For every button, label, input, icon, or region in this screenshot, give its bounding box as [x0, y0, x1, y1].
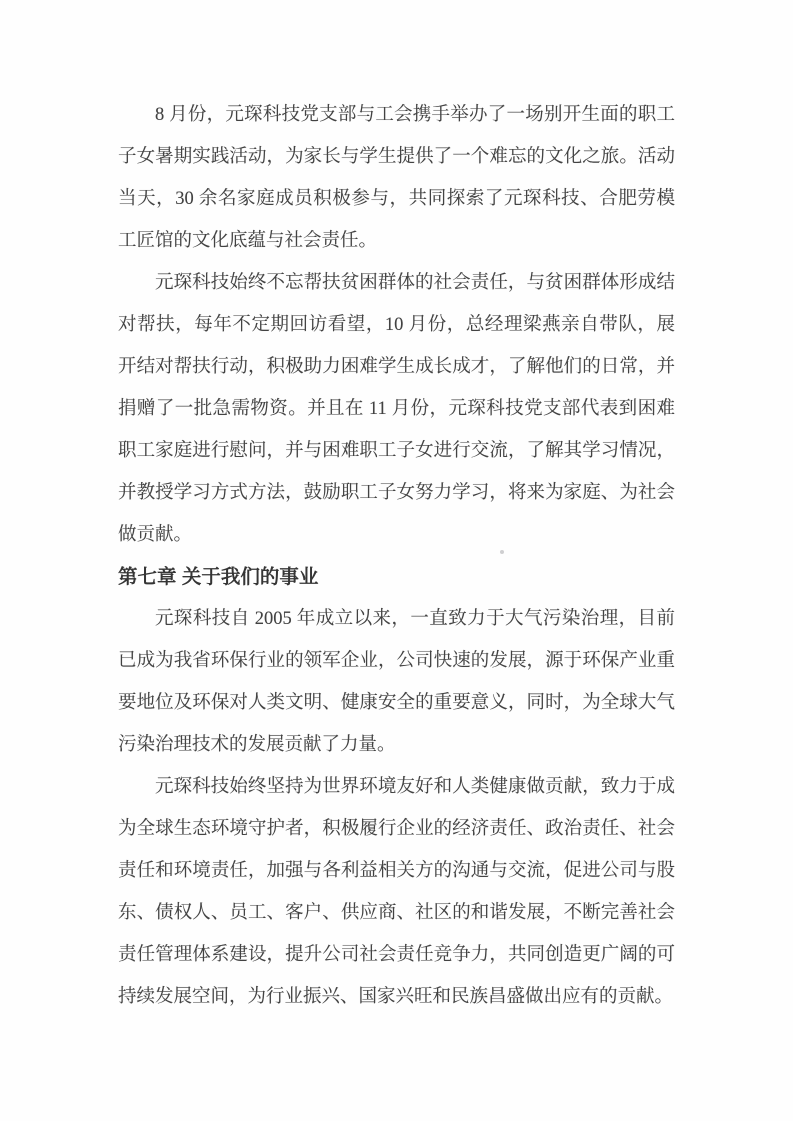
chapter-heading: 第七章 关于我们的事业: [118, 566, 319, 588]
paragraph-line: 为全球生态环境守护者，积极履行企业的经济责任、政治责任、社会: [118, 819, 675, 839]
document-body: [118, 94, 675, 1018]
paragraph-line: 已成为我省环保行业的领军企业，公司快速的发展，源于环保产业重: [118, 651, 675, 671]
scan-speck-artifact: [500, 550, 504, 554]
paragraph-line: 开结对帮扶行动，积极助力困难学生成长成才，了解他们的日常，并: [118, 357, 675, 377]
paragraph-line: 要地位及环保对人类文明、健康安全的重要意义，同时，为全球大气: [118, 693, 675, 713]
paragraph-line: 责任管理体系建设，提升公司社会责任竞争力，共同创造更广阔的可: [118, 945, 675, 965]
paragraph-line: 捐赠了一批急需物资。并且在 11 月份，元琛科技党支部代表到困难: [118, 399, 675, 419]
paragraph-line: 元琛科技自 2005 年成立以来，一直致力于大气污染治理，目前: [155, 609, 675, 629]
paragraph-line: 持续发展空间，为行业振兴、国家兴旺和民族昌盛做出应有的贡献。: [118, 987, 674, 1007]
paragraph-line: 职工家庭进行慰问，并与困难职工子女进行交流，了解其学习情况，: [118, 441, 675, 461]
paragraph-line: 并教授学习方式方法，鼓励职工子女努力学习，将来为家庭、为社会: [118, 483, 675, 503]
paragraph-line: 子女暑期实践活动，为家长与学生提供了一个难忘的文化之旅。活动: [118, 147, 675, 167]
paragraph-line: 8 月份，元琛科技党支部与工会携手举办了一场别开生面的职工: [155, 105, 675, 125]
paragraph-line: 做贡献。: [118, 525, 193, 545]
paragraph-line: 责任和环境责任，加强与各利益相关方的沟通与交流，促进公司与股: [118, 861, 675, 881]
paragraph-line: 东、债权人、员工、客户、供应商、社区的和谐发展，不断完善社会: [118, 903, 675, 923]
paragraph-line: 污染治理技术的发展贡献了力量。: [118, 735, 396, 755]
paragraph-line: 元琛科技始终坚持为世界环境友好和人类健康做贡献，致力于成: [155, 777, 675, 797]
paragraph-line: 工匠馆的文化底蕴与社会责任。: [118, 231, 378, 251]
paragraph-line: 当天，30 余名家庭成员积极参与，共同探索了元琛科技、合肥劳模: [118, 189, 675, 209]
paragraph-line: 元琛科技始终不忘帮扶贫困群体的社会责任，与贫困群体形成结: [155, 273, 675, 293]
paragraph-line: 对帮扶，每年不定期回访看望，10 月份，总经理梁燕亲自带队，展: [118, 315, 675, 335]
